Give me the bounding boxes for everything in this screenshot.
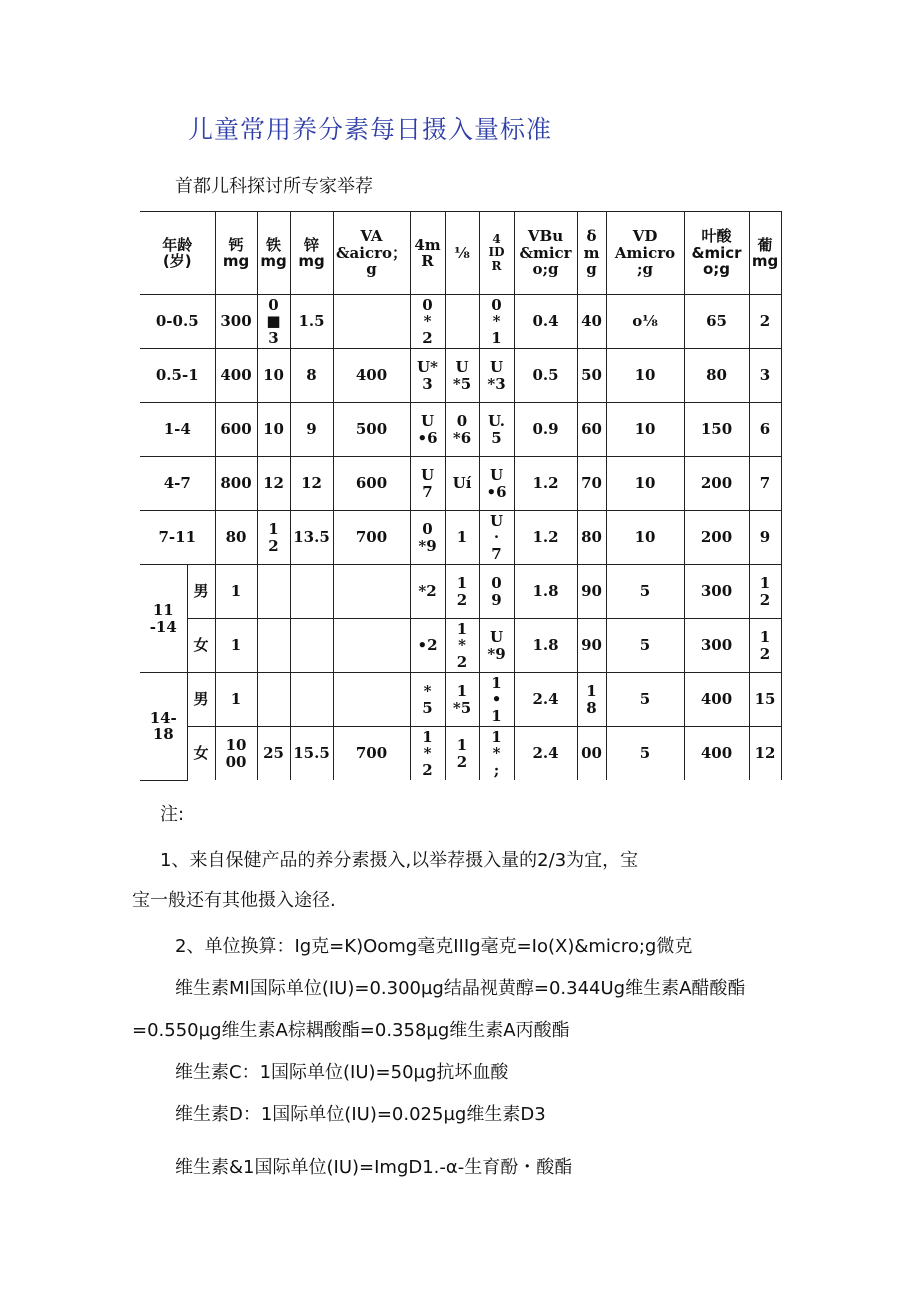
- cell-b2: 1 *5: [445, 673, 479, 727]
- cell-glucose: 3: [749, 349, 781, 403]
- cell-b3: U · 7: [479, 511, 514, 565]
- cell-vitamin-b12: 2.4: [514, 673, 577, 727]
- cell-age: 14- 18: [140, 673, 187, 781]
- cell-zinc: [290, 565, 333, 619]
- cell-vitamin-b12: 2.4: [514, 727, 577, 781]
- cell-b1: *2: [410, 565, 445, 619]
- cell-sex: 女: [187, 727, 215, 781]
- cell-folate: 300: [684, 565, 749, 619]
- cell-age: 4-7: [140, 457, 215, 511]
- cell-b3: 1 * ;: [479, 727, 514, 781]
- cell-b2: 1 * 2: [445, 619, 479, 673]
- header-vitamin-c: δ mg: [577, 212, 606, 295]
- note-5: 维生素D：1国际单位(IU)=0.025µg维生素D3: [175, 1104, 546, 1125]
- table-row: [140, 349, 781, 403]
- note-2: 2、单位换算：Ig克=K)Oomg毫克IIIg毫克=Io(X)&micro;g微克: [175, 936, 693, 957]
- table-header-row: [140, 212, 781, 295]
- cell-iron: 1 2: [257, 511, 290, 565]
- cell-vitamin-a: [333, 295, 410, 349]
- table-row: [140, 457, 781, 511]
- cell-calcium: 800: [215, 457, 257, 511]
- cell-age: 11 -14: [140, 565, 187, 673]
- cell-b1: 0 *9: [410, 511, 445, 565]
- cell-vitamin-c: 70: [577, 457, 606, 511]
- cell-b3: 1 • 1: [479, 673, 514, 727]
- cell-folate: 65: [684, 295, 749, 349]
- note-6: 维生素&1国际单位(IU)=ImgD1.-α-生育酚・酸酯: [175, 1157, 573, 1178]
- cell-vitamin-b12: 0.9: [514, 403, 577, 457]
- header-b1: 4m R: [410, 212, 445, 295]
- cell-b3: 0 9: [479, 565, 514, 619]
- cell-b2: Uí: [445, 457, 479, 511]
- cell-vitamin-d: 10: [606, 349, 684, 403]
- cell-b2: 1 2: [445, 565, 479, 619]
- cell-b1: U* 3: [410, 349, 445, 403]
- page-subtitle: 首都儿科探讨所专家举荐: [175, 176, 373, 197]
- cell-vitamin-a: [333, 619, 410, 673]
- cell-vitamin-a: 400: [333, 349, 410, 403]
- cell-calcium: 400: [215, 349, 257, 403]
- cell-folate: 80: [684, 349, 749, 403]
- cell-iron: 12: [257, 457, 290, 511]
- cell-vitamin-d: 5: [606, 673, 684, 727]
- cell-calcium: 10 00: [215, 727, 257, 781]
- cell-zinc: 13.5: [290, 511, 333, 565]
- cell-folate: 400: [684, 673, 749, 727]
- header-glucose: 葡 mg: [749, 212, 781, 295]
- cell-vitamin-d: 10: [606, 403, 684, 457]
- table-row: [140, 727, 781, 781]
- cell-b1: U 7: [410, 457, 445, 511]
- cell-vitamin-c: 40: [577, 295, 606, 349]
- cell-iron: 0 ■ 3: [257, 295, 290, 349]
- cell-b1: 1 * 2: [410, 727, 445, 781]
- cell-zinc: 8: [290, 349, 333, 403]
- cell-b1: •2: [410, 619, 445, 673]
- header-vitamin-d: VD Amicro ;g: [606, 212, 684, 295]
- note-3-line-2: =0.550µg维生素A棕耦酸酯=0.358µg维生素A丙酸酯: [132, 1020, 570, 1041]
- cell-b2: [445, 295, 479, 349]
- cell-folate: 400: [684, 727, 749, 781]
- cell-b3: U. 5: [479, 403, 514, 457]
- cell-b2: U *5: [445, 349, 479, 403]
- cell-zinc: 12: [290, 457, 333, 511]
- cell-vitamin-a: 700: [333, 727, 410, 781]
- cell-glucose: 7: [749, 457, 781, 511]
- cell-glucose: 9: [749, 511, 781, 565]
- cell-zinc: [290, 673, 333, 727]
- header-calcium: 钙 mg: [215, 212, 257, 295]
- note-4: 维生素C：1国际单位(IU)=50µg抗坏血酸: [175, 1062, 509, 1083]
- cell-age: 0-0.5: [140, 295, 215, 349]
- cell-b3: 0 * 1: [479, 295, 514, 349]
- cell-zinc: 15.5: [290, 727, 333, 781]
- header-b2: ⅛: [445, 212, 479, 295]
- cell-vitamin-a: 600: [333, 457, 410, 511]
- cell-glucose: 12: [749, 727, 781, 781]
- cell-vitamin-b12: 1.8: [514, 619, 577, 673]
- cell-folate: 200: [684, 511, 749, 565]
- cell-folate: 300: [684, 619, 749, 673]
- cell-vitamin-d: 5: [606, 727, 684, 781]
- table-row: [140, 565, 781, 619]
- table-row: [140, 619, 781, 673]
- cell-b2: 0 *6: [445, 403, 479, 457]
- cell-vitamin-b12: 1.2: [514, 457, 577, 511]
- cell-vitamin-c: 60: [577, 403, 606, 457]
- nutrient-table: [140, 211, 782, 781]
- cell-sex: 男: [187, 565, 215, 619]
- cell-b1: * 5: [410, 673, 445, 727]
- table-row: [140, 511, 781, 565]
- note-3-line-1: 维生素MI国际单位(IU)=0.300µg结晶视黄醇=0.344Ug维生素A醋酸酯: [175, 978, 746, 999]
- cell-iron: [257, 673, 290, 727]
- cell-vitamin-a: 500: [333, 403, 410, 457]
- cell-vitamin-c: 1 8: [577, 673, 606, 727]
- header-folate: 叶酸 &micr o;g: [684, 212, 749, 295]
- table-row: [140, 403, 781, 457]
- note-1-line-1: 1、来自保健产品的养分素摄入,以举荐摄入量的2/3为宜，宝: [160, 850, 639, 871]
- cell-vitamin-d: 10: [606, 457, 684, 511]
- cell-b2: 1: [445, 511, 479, 565]
- header-vitamin-b12: VBu &micr o;g: [514, 212, 577, 295]
- cell-b3: U *3: [479, 349, 514, 403]
- cell-sex: 男: [187, 673, 215, 727]
- cell-iron: [257, 619, 290, 673]
- cell-vitamin-c: 80: [577, 511, 606, 565]
- cell-vitamin-a: [333, 565, 410, 619]
- header-zinc: 锌 mg: [290, 212, 333, 295]
- cell-zinc: 9: [290, 403, 333, 457]
- cell-b1: 0 * 2: [410, 295, 445, 349]
- cell-vitamin-c: 90: [577, 565, 606, 619]
- cell-glucose: 2: [749, 295, 781, 349]
- cell-iron: 10: [257, 349, 290, 403]
- cell-vitamin-d: 5: [606, 565, 684, 619]
- cell-glucose: 6: [749, 403, 781, 457]
- header-age: 年龄 (岁): [140, 212, 215, 295]
- cell-vitamin-a: 700: [333, 511, 410, 565]
- header-vitamin-a: VA &aicro；g: [333, 212, 410, 295]
- cell-vitamin-c: 50: [577, 349, 606, 403]
- cell-zinc: 1.5: [290, 295, 333, 349]
- cell-calcium: 80: [215, 511, 257, 565]
- cell-iron: 10: [257, 403, 290, 457]
- cell-b2: 1 2: [445, 727, 479, 781]
- cell-vitamin-c: 90: [577, 619, 606, 673]
- cell-sex: 女: [187, 619, 215, 673]
- cell-folate: 200: [684, 457, 749, 511]
- cell-b1: U •6: [410, 403, 445, 457]
- cell-vitamin-b12: 0.5: [514, 349, 577, 403]
- cell-calcium: 600: [215, 403, 257, 457]
- cell-age: 7-11: [140, 511, 215, 565]
- cell-zinc: [290, 619, 333, 673]
- cell-glucose: 1 2: [749, 619, 781, 673]
- cell-calcium: 1: [215, 565, 257, 619]
- cell-age: 0.5-1: [140, 349, 215, 403]
- cell-folate: 150: [684, 403, 749, 457]
- page-title: 儿童常用养分素每日摄入量标准: [188, 115, 553, 144]
- cell-vitamin-a: [333, 673, 410, 727]
- cell-vitamin-b12: 1.8: [514, 565, 577, 619]
- cell-vitamin-d: o⅛: [606, 295, 684, 349]
- cell-iron: 25: [257, 727, 290, 781]
- cell-iron: [257, 565, 290, 619]
- cell-glucose: 15: [749, 673, 781, 727]
- cell-calcium: 1: [215, 673, 257, 727]
- cell-vitamin-c: 00: [577, 727, 606, 781]
- cell-b3: U *9: [479, 619, 514, 673]
- cell-calcium: 1: [215, 619, 257, 673]
- cell-vitamin-d: 5: [606, 619, 684, 673]
- cell-vitamin-d: 10: [606, 511, 684, 565]
- table-row: [140, 295, 781, 349]
- cell-age: 1-4: [140, 403, 215, 457]
- table-row: [140, 673, 781, 727]
- notes-label: 注:: [160, 804, 185, 825]
- cell-vitamin-b12: 0.4: [514, 295, 577, 349]
- cell-glucose: 1 2: [749, 565, 781, 619]
- cell-b3: U •6: [479, 457, 514, 511]
- header-b3: 4 ID R: [479, 212, 514, 295]
- cell-vitamin-b12: 1.2: [514, 511, 577, 565]
- header-iron: 铁 mg: [257, 212, 290, 295]
- note-1-line-2: 宝一般还有其他摄入途径.: [132, 890, 336, 911]
- cell-calcium: 300: [215, 295, 257, 349]
